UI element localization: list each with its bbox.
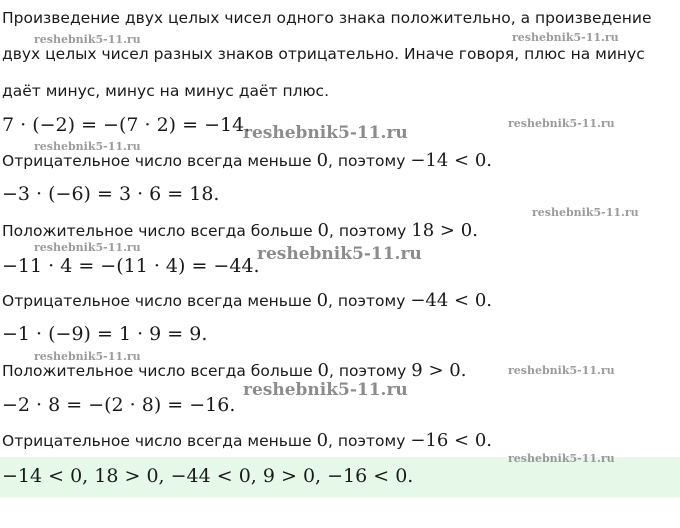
inequality: 9 > 0 [411, 360, 461, 381]
watermark: reshebnik5-11.ru [512, 31, 619, 44]
intro-line-2: двух целых чисел разных знаков отрицательно. Иначе говоря, плюс на минус [2, 45, 645, 63]
step-3-comparison [2, 290, 492, 311]
intro-line-1: Произведение двух целых чисел одного знака положительно, а произведение [2, 9, 652, 27]
comparison-text: , поэтому [329, 362, 412, 380]
zero-value: 0 [316, 150, 329, 171]
step-2-comparison [2, 220, 478, 241]
zero-value: 0 [317, 360, 329, 381]
zero-value: 0 [317, 220, 329, 241]
watermark: reshebnik5-11.ru [34, 241, 141, 254]
inequality: −16 < 0 [410, 430, 487, 451]
comparison-text: Отрицательное число всегда меньше [2, 432, 317, 450]
comparison-text: Положительное число всегда больше [2, 362, 318, 380]
watermark: reshebnik5-11.ru [34, 140, 141, 153]
watermark: reshebnik5-11.ru [34, 350, 141, 363]
comparison-text: Положительное число всегда больше [2, 222, 318, 240]
watermark: reshebnik5-11.ru [508, 452, 615, 465]
zero-value: 0 [316, 430, 329, 451]
zero-value: 0 [316, 290, 329, 311]
final-answer: −14 < 0, 18 > 0, −44 < 0, 9 > 0, −16 < 0. [2, 465, 414, 487]
watermark: reshebnik5-11.ru [508, 117, 615, 130]
comparison-text: , поэтому [329, 222, 412, 240]
comparison-text: , поэтому [328, 292, 411, 310]
step-1-comparison [2, 150, 492, 171]
period: . [460, 360, 467, 381]
period: . [486, 430, 493, 451]
watermark: reshebnik5-11.ru [257, 244, 422, 264]
inequality: −14 < 0 [410, 150, 487, 171]
step-4-comparison [2, 360, 466, 381]
comparison-text: , поэтому [328, 432, 411, 450]
step-5-comparison [2, 430, 492, 451]
period: . [472, 220, 478, 241]
period: . [486, 290, 493, 311]
intro-line-3: даёт минус, минус на минус даёт плюс. [2, 82, 330, 100]
step-2-expression: −3 · (−6) = 3 · 6 = 18. [2, 183, 220, 205]
watermark: reshebnik5-11.ru [243, 123, 408, 143]
comparison-text: , поэтому [328, 152, 411, 170]
step-3-expression: −11 · 4 = −(11 · 4) = −44. [2, 255, 260, 277]
comparison-text: Отрицательное число всегда меньше [2, 292, 317, 310]
inequality: −44 < 0 [410, 290, 487, 311]
step-1-expression: 7 · (−2) = −(7 · 2) = −14. [2, 114, 251, 136]
watermark: reshebnik5-11.ru [243, 380, 408, 400]
comparison-text: Отрицательное число всегда меньше [2, 152, 317, 170]
watermark: reshebnik5-11.ru [532, 206, 639, 219]
inequality: 18 > 0 [411, 220, 473, 241]
watermark: reshebnik5-11.ru [508, 364, 615, 377]
watermark: reshebnik5-11.ru [34, 33, 141, 46]
period: . [486, 150, 493, 171]
step-4-expression: −1 · (−9) = 1 · 9 = 9. [2, 323, 208, 345]
step-5-expression: −2 · 8 = −(2 · 8) = −16. [2, 394, 236, 416]
